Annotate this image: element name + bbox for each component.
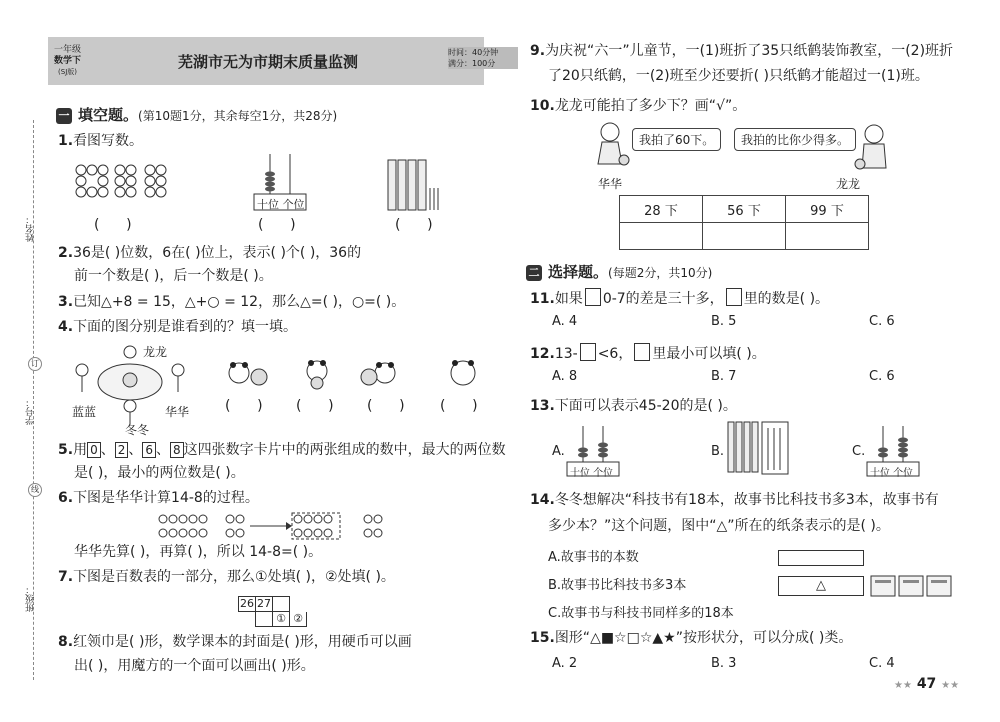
hundred-chart-fragment [238, 596, 307, 627]
name-longlong: 龙龙 [143, 345, 168, 359]
option-c[interactable]: C. 6 [869, 369, 895, 384]
section-note: (第10题1分，其余每空1分，共28分) [138, 109, 338, 123]
question-number: 3. [58, 294, 74, 310]
question-number: 4. [58, 319, 74, 335]
question-text: 下图是华华计算14-8的过程。 [73, 490, 259, 506]
question-5: 5.用 0 、 2 、 6 、 8 这四张数字卡片中的两张组成的数中，最大的两位数 [58, 442, 506, 458]
question-number: 8. [58, 634, 74, 650]
blank-box [585, 288, 601, 306]
question-12 [530, 343, 766, 364]
question-number: 1. [58, 133, 74, 149]
question-text: 下图是百数表的一部分，那么①处填( )，②处填( )。 [73, 569, 395, 585]
exam-meta [448, 47, 518, 69]
question-text-line1: 为庆祝“六一”儿童节，一(1)班折了35只纸鹤装饰教室，一(2)班折 [545, 43, 954, 59]
question-text: 下面的图分别是谁看到的？填一填。 [73, 319, 298, 335]
option-b[interactable]: B. 5 [711, 314, 737, 329]
question-text-mid: <6， [597, 346, 633, 362]
option-b[interactable]: B. 7 [711, 369, 737, 384]
section-fill-blank [56, 104, 337, 125]
check-cell[interactable] [703, 223, 786, 250]
page-footer [894, 676, 959, 692]
option-a[interactable]: A. [552, 444, 565, 459]
question-text: 图形“△■☆□☆▲★”按形状分，可以分成( )类。 [554, 630, 853, 646]
check-cell[interactable] [786, 223, 869, 250]
question-text-line1: 36是( )位数，6在( )位上，表示( )个( )，36的 [73, 245, 362, 261]
section-multiple-choice [526, 261, 712, 282]
question-2-line2: 前一个数是( )，后一个数是( )。 [74, 268, 273, 284]
grade-line3: (SJ版) [58, 68, 77, 76]
star-icon: ★★ [941, 680, 960, 691]
question-text-line1: 这四张数字卡片中的两张组成的数中，最大的两位数 [183, 442, 506, 458]
question-14 [530, 490, 939, 510]
chart-cell: 26 [240, 597, 254, 610]
question-10 [530, 96, 746, 116]
chart-cell: ② [290, 612, 307, 627]
section-note: (每题2分，共10分) [608, 266, 713, 280]
question-number: 14. [530, 492, 555, 508]
option-c[interactable]: C. 6 [869, 314, 895, 329]
side-class-label: 班级： [26, 585, 36, 612]
option-b[interactable]: B. [711, 444, 725, 459]
question-1 [58, 131, 143, 151]
question-13 [530, 396, 737, 416]
blank-box [580, 343, 596, 361]
check-cell[interactable] [620, 223, 703, 250]
question-15 [530, 628, 852, 648]
name-huahua-q10: 华华 [598, 177, 623, 191]
question-4 [58, 317, 297, 337]
chart-cell [273, 596, 290, 612]
answer-blank-1b[interactable]: ( ) [258, 217, 296, 233]
question-text-line1: 红领巾是( )形，数学课本的封面是( )形，用硬币可以画 [73, 634, 412, 650]
circle-group-image [72, 160, 182, 210]
option-c[interactable]: C. [852, 444, 866, 459]
binding-hole-1: 订 [28, 357, 42, 371]
section-badge: 一 [56, 108, 72, 124]
sticks-image [386, 158, 442, 212]
question-number: 2. [58, 245, 74, 261]
exam-title: 芜湖市无为市期末质量监测 [178, 53, 359, 71]
question-number: 15. [530, 630, 555, 646]
question-text-post: 里最小可以填( )。 [652, 346, 766, 362]
question-11 [530, 288, 829, 309]
question-14-line2: 多少本？”这个问题，图中“△”所在的纸条表示的是( )。 [548, 518, 890, 534]
option-a[interactable]: A. 4 [552, 314, 578, 329]
grade-line2: 数学下 [54, 56, 82, 66]
question-number: 12. [530, 346, 555, 362]
question-number: 7. [58, 569, 74, 585]
question-8 [58, 632, 412, 652]
answer-blank-4b[interactable]: ( ) [296, 398, 334, 414]
question-text-pre: 用 [73, 442, 88, 458]
section-badge: 二 [526, 265, 542, 281]
speech-bubble-longlong: 我拍的比你少得多。 [734, 128, 856, 151]
exam-score: 满分：100分 [448, 59, 496, 68]
panda-views-image [225, 357, 495, 392]
question-number: 10. [530, 98, 555, 114]
answer-table-q10 [619, 195, 869, 250]
star-icon: ★★ [894, 680, 912, 691]
blank-box [634, 343, 650, 361]
name-huahua: 华华 [165, 405, 190, 419]
number-card-6: 6 [142, 442, 156, 458]
question-number: 11. [530, 291, 555, 307]
section-title: 选择题。 [548, 263, 609, 281]
option-a[interactable]: A.故事书的本数 [548, 550, 639, 565]
answer-blank-4c[interactable]: ( ) [367, 398, 405, 414]
strip-top [778, 550, 864, 566]
subtraction-process-image [158, 512, 388, 542]
question-text: 已知△+8 = 15，△+○ = 12，那么△=( )，○=( )。 [73, 294, 406, 310]
answer-blank-1c[interactable]: ( ) [395, 217, 433, 233]
question-5-line2: 是( )，最小的两位数是( )。 [74, 465, 245, 481]
question-text-mid: 0-7的差是三十多， [602, 291, 724, 307]
option-b[interactable]: B.故事书比科技书多3本 [548, 578, 687, 593]
number-card-2: 2 [115, 442, 129, 458]
option-b[interactable]: B. 3 [711, 656, 737, 671]
chart-cell: ① [273, 612, 290, 627]
binding-hole-2: 线 [28, 483, 42, 497]
question-8-line2: 出( )，用魔方的一个面可以画出( )形。 [74, 658, 315, 674]
name-dongdong: 冬冬 [125, 423, 150, 437]
page-number: 47 [916, 676, 937, 692]
question-6-line2: 华华先算( )，再算( )，所以 14-8=( )。 [74, 544, 323, 560]
question-text-pre: 13- [554, 346, 578, 362]
question-text-line1: 冬冬想解决“科技书有18本，故事书比科技书多3本，故事书有 [554, 492, 939, 508]
exam-header [48, 37, 499, 85]
question-9 [530, 41, 953, 61]
option-c[interactable]: C.故事书与科技书同样多的18本 [548, 606, 734, 621]
answer-blank-4a[interactable]: ( ) [225, 398, 263, 414]
name-lanlan: 蓝蓝 [72, 405, 97, 419]
grade-line1: 一年级 [54, 45, 82, 55]
question-number: 13. [530, 398, 555, 414]
question-2 [58, 243, 361, 263]
question-number: 6. [58, 490, 74, 506]
option-c[interactable]: C. 4 [869, 656, 895, 671]
side-number-label: 学号： [26, 398, 36, 425]
number-card-8: 8 [170, 442, 184, 458]
option-a[interactable]: A. 8 [552, 369, 578, 384]
question-6 [58, 488, 259, 508]
chart-cell: 27 [257, 597, 271, 610]
question-number: 9. [530, 43, 546, 59]
question-7 [58, 567, 395, 587]
answer-blank-1a[interactable]: ( ) [94, 217, 132, 233]
question-text: 看图写数。 [73, 133, 144, 149]
chart-cell [255, 612, 273, 627]
answer-blank-4d[interactable]: ( ) [440, 398, 478, 414]
side-name-label: 姓名： [26, 215, 36, 242]
name-longlong-q10: 龙龙 [836, 177, 861, 191]
abacus-label-c: 十位 个位 [870, 468, 914, 479]
girl-huahua-image [592, 120, 632, 175]
boy-longlong-image [852, 122, 892, 182]
question-text-post: 里的数是( )。 [743, 291, 830, 307]
question-3 [58, 292, 405, 312]
books-image [870, 574, 952, 598]
grade-label [54, 45, 81, 78]
strip-triangle: △ [778, 576, 864, 596]
question-9-line2: 了20只纸鹤，一(2)班至少还要折( )只纸鹤才能超过一(1)班。 [548, 68, 929, 84]
abacus-label-a: 十位 个位 [570, 468, 614, 479]
question-text: 龙龙可能拍了多少下？画“√”。 [554, 98, 747, 114]
option-cell: 28 下 [620, 196, 703, 223]
section-title: 填空题。 [78, 106, 139, 124]
option-cell: 56 下 [703, 196, 786, 223]
sticks-option-b [726, 420, 796, 476]
question-text-pre: 如果 [554, 291, 583, 307]
blank-box [726, 288, 742, 306]
speech-bubble-huahua: 我拍了60下。 [632, 128, 721, 151]
question-text: 下面可以表示45-20的是( )。 [554, 398, 737, 414]
exam-time: 时间：40分钟 [448, 48, 499, 57]
question-number: 5. [58, 442, 74, 458]
abacus-label: 十位 个位 [257, 198, 305, 211]
option-a[interactable]: A. 2 [552, 656, 578, 671]
number-card-0: 0 [87, 442, 101, 458]
option-cell: 99 下 [786, 196, 869, 223]
